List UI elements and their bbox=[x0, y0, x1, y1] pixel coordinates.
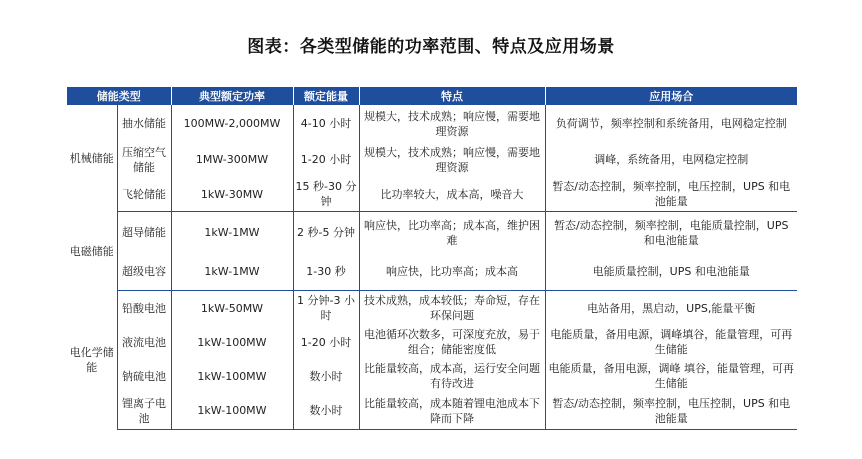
application-cell: 暂态/动态控制，频率控制，电压控制，UPS 和电池能量 bbox=[545, 393, 797, 429]
energy-cell: 15 秒-30 分钟 bbox=[293, 177, 359, 212]
energy-cell: 1-20 小时 bbox=[293, 142, 359, 177]
energy-cell: 1-20 小时 bbox=[293, 325, 359, 359]
type-cell: 抽水储能 bbox=[117, 105, 171, 142]
energy-cell: 1-30 秒 bbox=[293, 254, 359, 291]
header-rated-energy: 额定能量 bbox=[293, 87, 359, 105]
page-title: 图表：各类型储能的功率范围、特点及应用场景 bbox=[247, 37, 615, 57]
power-cell: 1kW-50MW bbox=[171, 291, 293, 326]
application-cell: 暂态/动态控制，频率控制，电能质量控制，UPS 和电池能量 bbox=[545, 212, 797, 254]
header-features: 特点 bbox=[359, 87, 545, 105]
application-cell: 调峰，系统备用，电网稳定控制 bbox=[545, 142, 797, 177]
power-cell: 1kW-100MW bbox=[171, 325, 293, 359]
feature-cell: 电池循环次数多，可深度充放，易于组合；储能密度低 bbox=[359, 325, 545, 359]
energy-storage-table bbox=[67, 87, 797, 430]
application-cell: 暂态/动态控制，频率控制，电压控制，UPS 和电池能量 bbox=[545, 177, 797, 212]
header-applications: 应用场合 bbox=[545, 87, 797, 105]
table-row bbox=[67, 254, 797, 291]
type-cell: 超导储能 bbox=[117, 212, 171, 254]
table-row bbox=[67, 393, 797, 429]
application-cell: 负荷调节，频率控制和系统备用，电网稳定控制 bbox=[545, 105, 797, 142]
energy-cell: 1 分钟-3 小时 bbox=[293, 291, 359, 326]
power-cell: 1kW-100MW bbox=[171, 393, 293, 429]
type-cell: 压缩空气储能 bbox=[117, 142, 171, 177]
feature-cell: 比功率较大，成本高，噪音大 bbox=[359, 177, 545, 212]
category-cell: 机械储能 bbox=[69, 151, 114, 165]
energy-cell: 数小时 bbox=[293, 393, 359, 429]
feature-cell: 规模大，技术成熟；响应慢，需要地理资源 bbox=[359, 105, 545, 142]
application-cell: 电能质量，备用电源，调峰 填谷，能量管理，可再生储能 bbox=[545, 359, 797, 393]
type-cell: 液流电池 bbox=[117, 325, 171, 359]
table-row bbox=[67, 325, 797, 359]
energy-cell: 2 秒-5 分钟 bbox=[293, 212, 359, 254]
type-cell: 铅酸电池 bbox=[117, 291, 171, 326]
type-cell: 锂离子电池 bbox=[117, 393, 171, 429]
energy-cell: 数小时 bbox=[293, 359, 359, 393]
table-row bbox=[67, 142, 797, 177]
power-cell: 1MW-300MW bbox=[171, 142, 293, 177]
feature-cell: 比能量较高，成本随着锂电池成本下降而下降 bbox=[359, 393, 545, 429]
feature-cell: 规模大，技术成熟；响应慢，需要地理资源 bbox=[359, 142, 545, 177]
type-cell: 飞轮储能 bbox=[117, 177, 171, 212]
category-cell: 电磁储能 bbox=[69, 244, 114, 258]
power-cell: 1kW-100MW bbox=[171, 359, 293, 393]
application-cell: 电能质量控制，UPS 和电池能量 bbox=[545, 254, 797, 291]
table-row bbox=[67, 359, 797, 393]
power-cell: 1kW-1MW bbox=[171, 212, 293, 254]
feature-cell: 响应快，比功率高；成本高 bbox=[359, 254, 545, 291]
power-cell: 1kW-1MW bbox=[171, 254, 293, 291]
application-cell: 电站备用，黑启动，UPS,能量平衡 bbox=[545, 291, 797, 326]
feature-cell: 技术成熟，成本较低；寿命短，存在环保问题 bbox=[359, 291, 545, 326]
type-cell: 钠硫电池 bbox=[117, 359, 171, 393]
header-rated-power: 典型额定功率 bbox=[171, 87, 293, 105]
power-cell: 1kW-30MW bbox=[171, 177, 293, 212]
energy-cell: 4-10 小时 bbox=[293, 105, 359, 142]
application-cell: 电能质量，备用电源，调峰填谷，能量管理，可再生储能 bbox=[545, 325, 797, 359]
table-row bbox=[67, 291, 797, 326]
table-header-row bbox=[67, 87, 797, 105]
feature-cell: 响应快，比功率高；成本高，维护困难 bbox=[359, 212, 545, 254]
table-row bbox=[67, 177, 797, 212]
feature-cell: 比能量较高，成本高，运行安全问题有待改进 bbox=[359, 359, 545, 393]
table-row bbox=[67, 212, 797, 254]
type-cell: 超级电容 bbox=[117, 254, 171, 291]
header-storage-type: 储能类型 bbox=[67, 87, 171, 105]
category-cell: 电化学储能 bbox=[69, 345, 114, 374]
power-cell: 100MW-2,000MW bbox=[171, 105, 293, 142]
table-row bbox=[67, 105, 797, 142]
